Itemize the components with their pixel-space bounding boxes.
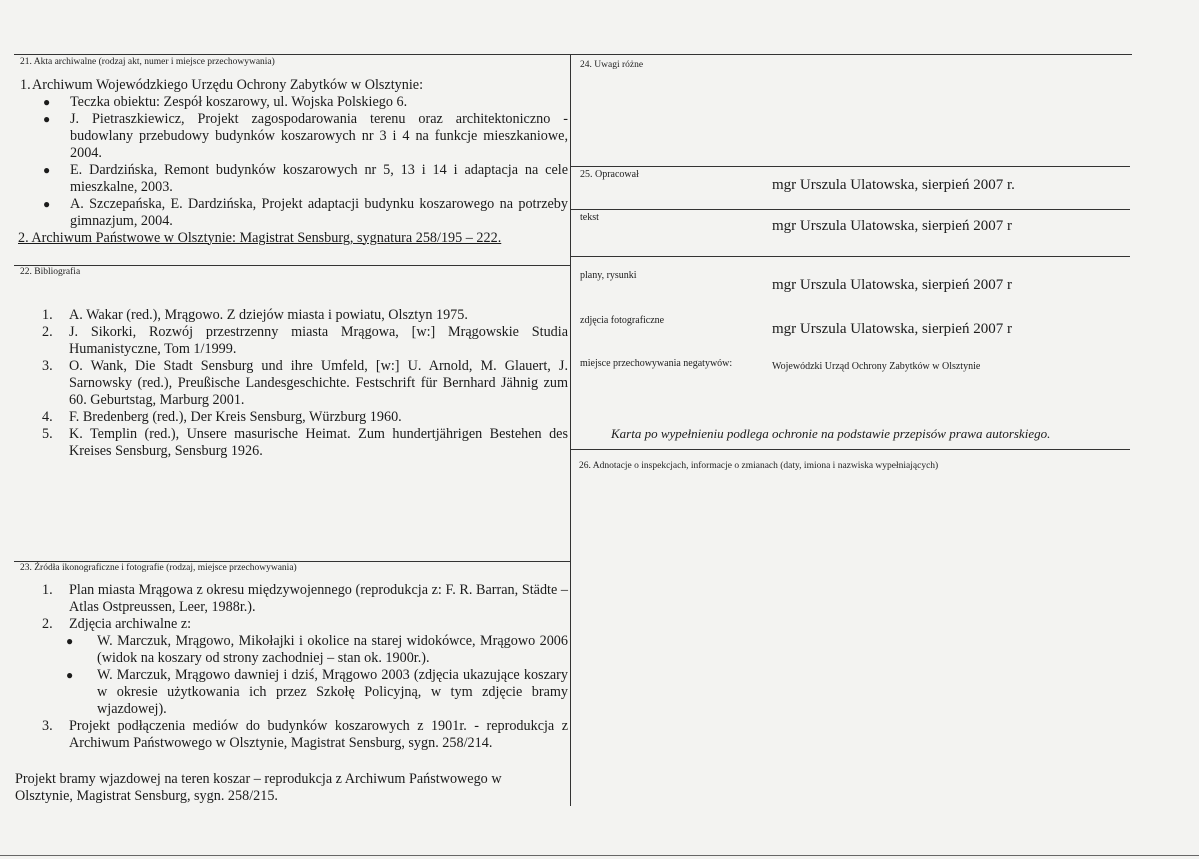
archive-bullet-text: A. Szczepańska, E. Dardzińska, Projekt adaptacji budynku koszarowego na potrzeby gimnazjum, 2004. xyxy=(70,196,568,229)
archive-item-1 xyxy=(20,77,568,94)
iconography-item-4 xyxy=(15,771,555,805)
iconography-bullet xyxy=(42,667,568,718)
section-24-header: 24. Uwagi różne xyxy=(580,60,644,70)
bibliography-item xyxy=(42,426,568,460)
iconography-number: 3. xyxy=(42,718,53,734)
negatives-value: Wojewódzki Urząd Ochrony Zabytków w Olsztynie xyxy=(772,361,981,372)
iconography-item-3 xyxy=(42,718,568,752)
bibliography-text: O. Wank, Die Stadt Sensburg und ihre Umfeld, [w:] U. Arnold, M. Glauert, J. Sarnowsky (red.), Preußische Landesgeschichte. Festschrift für Bernhard Jähnig zum 60. Geburtstag, Marburg 2001. xyxy=(69,358,568,408)
bullet-icon: ● xyxy=(43,163,51,177)
negatives-label: miejsce przechowywania negatywów: xyxy=(580,358,733,369)
rule-s25 xyxy=(570,166,1130,167)
archive-item-2-text: 2. Archiwum Państwowe w Olsztynie: Magistrat Sensburg, sygnatura 258/195 – 222. xyxy=(18,230,502,246)
section-23-header: 23. Źródła ikonograficzne i fotografie (rodzaj, miejsce przechowywania) xyxy=(20,563,297,573)
section-22-header: 22. Bibliografia xyxy=(20,267,81,277)
tekst-label: tekst xyxy=(580,212,599,223)
bullet-icon: ● xyxy=(43,112,51,126)
bullet-icon: ● xyxy=(43,197,51,211)
iconography-text: Plan miasta Mrągowa z okresu międzywojennego (reprodukcja z: F. R. Barran, Städte – Atlas Ostpreussen, Leer, 1988r.). xyxy=(69,582,568,615)
archive-bullet xyxy=(20,94,568,111)
plany-label: plany, rysunki xyxy=(580,270,637,281)
archive-item-1-number: 1. xyxy=(20,77,31,93)
plany-value: mgr Urszula Ulatowska, sierpień 2007 r xyxy=(772,277,1012,293)
archive-bullet-text: Teczka obiektu: Zespół koszarowy, ul. Wojska Polskiego 6. xyxy=(70,94,408,110)
zdjecia-label: zdjęcia fotograficzne xyxy=(580,315,665,326)
bibliography-item xyxy=(42,409,568,426)
rule-s23 xyxy=(14,561,570,562)
bibliography-number: 4. xyxy=(42,409,53,425)
archive-item-1-title: Archiwum Wojewódzkiego Urzędu Ochrony Zabytków w Olsztynie: xyxy=(32,77,424,93)
iconography-item-1 xyxy=(42,582,568,616)
bibliography-text: K. Templin (red.), Unsere masurische Heimat. Zum hundertjährigen Bestehen des Kreises Sensburg, Sensburg 1926. xyxy=(69,426,568,459)
bibliography-number: 1. xyxy=(42,307,53,323)
archive-item-2 xyxy=(18,230,568,247)
archive-bullet xyxy=(20,111,568,162)
rule-tekst xyxy=(570,209,1130,210)
zdjecia-value: mgr Urszula Ulatowska, sierpień 2007 r xyxy=(772,321,1012,337)
iconography-item-4-text: Projekt bramy wjazdowej na teren koszar – reprodukcja z Archiwum Państwowego w Olsztynie, Magistrat Sensburg, sygn. 258/215. xyxy=(15,771,502,804)
iconography-bullet-text: W. Marczuk, Mrągowo, Mikołajki i okolice na starej widokówce, Mrągowo 2006 (widok na koszary od strony zachodniej – stan ok. 1900r.). xyxy=(97,633,568,666)
rule-s22 xyxy=(14,265,570,266)
bibliography-number: 2. xyxy=(42,324,53,340)
iconography-number: 1. xyxy=(42,582,53,598)
bibliography-list xyxy=(42,307,568,460)
archive-bullet xyxy=(20,196,568,230)
archive-bullet-text: E. Dardzińska, Remont budynków koszarowych nr 5, 13 i 14 i adaptacja na cele mieszkalne, 2003. xyxy=(70,162,568,195)
section-21-header: 21. Akta archiwalne (rodzaj akt, numer i miejsce przechowywania) xyxy=(20,57,275,67)
section-26-header: 26. Adnotacje o inspekcjach, informacje o zmianach (daty, imiona i nazwiska wypełniających) xyxy=(579,461,939,471)
archive-bullet xyxy=(20,162,568,196)
iconography-text: Zdjęcia archiwalne z: xyxy=(69,616,192,632)
rule-s26 xyxy=(570,449,1130,450)
bibliography-item xyxy=(42,358,568,409)
author-value: mgr Urszula Ulatowska, sierpień 2007 r. xyxy=(772,177,1015,193)
bibliography-item xyxy=(42,324,568,358)
iconography-text: Projekt podłączenia mediów do budynków koszarowych z 1901r. - reprodukcja z Archiwum Państwowego w Olsztynie, Magistrat Sensburg, sygn. 258/214. xyxy=(69,718,568,751)
iconography-bullet-text: W. Marczuk, Mrągowo dawniej i dziś, Mrągowo 2003 (zdjęcia ukazujące koszary w okresie użytkowania ich przez Szkołę Policyjną, w tym zdjęcie bramy wjazdowej). xyxy=(97,667,568,717)
iconography-list xyxy=(42,582,568,752)
section-21-archives xyxy=(20,77,568,247)
bullet-icon: ● xyxy=(43,95,51,109)
bibliography-text: F. Bredenberg (red.), Der Kreis Sensburg, Würzburg 1960. xyxy=(69,409,402,425)
bibliography-number: 5. xyxy=(42,426,53,442)
bibliography-text: J. Sikorki, Rozwój przestrzenny miasta Mrągowa, [w:] Mrągowskie Studia Humanistyczne, Tom 1/1999. xyxy=(69,324,568,357)
iconography-bullet xyxy=(42,633,568,667)
iconography-item-2 xyxy=(42,616,568,633)
rule-plany xyxy=(570,256,1130,257)
bullet-icon: ● xyxy=(66,634,74,648)
bibliography-number: 3. xyxy=(42,358,53,374)
bibliography-text: A. Wakar (red.), Mrągowo. Z dziejów miasta i powiatu, Olsztyn 1975. xyxy=(69,307,468,323)
archive-bullet-text: J. Pietraszkiewicz, Projekt zagospodarowania terenu oraz architektoniczno - budowlany przebudowy budynków koszarowych nr 3 i 4 na funkcje mieszkaniowe, 2004. xyxy=(70,111,568,161)
top-rule xyxy=(14,54,1132,55)
tekst-value: mgr Urszula Ulatowska, sierpień 2007 r xyxy=(772,218,1012,234)
section-25-header: 25. Opracował xyxy=(580,169,639,180)
bottom-rule xyxy=(0,855,1199,856)
bibliography-item xyxy=(42,307,568,324)
bullet-icon: ● xyxy=(66,668,74,682)
iconography-number: 2. xyxy=(42,616,53,632)
copyright-note: Karta po wypełnieniu podlega ochronie na podstawie przepisów prawa autorskiego. xyxy=(611,426,1051,441)
